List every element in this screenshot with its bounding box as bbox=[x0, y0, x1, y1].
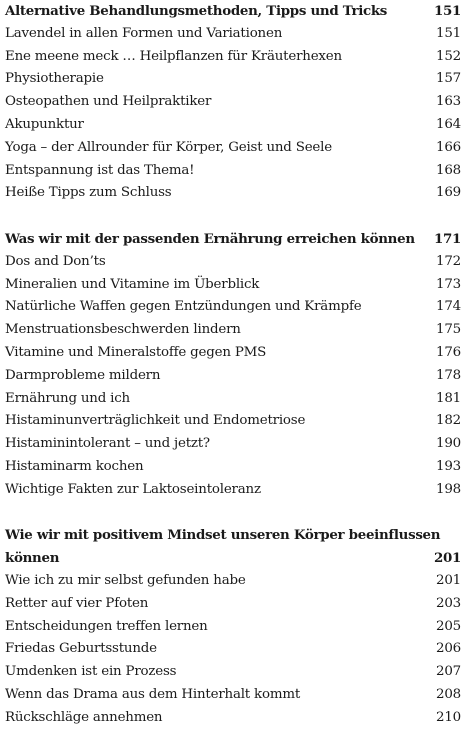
toc-entry[interactable] bbox=[5, 707, 461, 730]
toc-entry[interactable] bbox=[5, 433, 461, 456]
toc-entry-page: 168 bbox=[436, 162, 461, 178]
toc-entry-title: Friedas Geburtsstunde bbox=[5, 641, 157, 657]
toc-entry-page: 198 bbox=[436, 481, 461, 497]
toc-entry-page: 207 bbox=[436, 664, 461, 680]
toc-entry[interactable] bbox=[5, 410, 461, 433]
section-heading-title: Was wir mit der passenden Ernährung erreichen können bbox=[5, 230, 415, 247]
toc-entry-title: Menstruationsbeschwerden lindern bbox=[5, 322, 241, 338]
toc-entry-title: Yoga – der Allrounder für Körper, Geist und Seele bbox=[5, 139, 332, 155]
toc-entry-page: 176 bbox=[436, 344, 461, 360]
toc-entry-page: 210 bbox=[436, 709, 461, 725]
toc-entry[interactable] bbox=[5, 296, 461, 319]
toc-entry-title: Mineralien und Vitamine im Überblick bbox=[5, 276, 260, 292]
toc-entry[interactable] bbox=[5, 319, 461, 342]
toc-entry-page: 151 bbox=[436, 25, 461, 41]
section-heading[interactable] bbox=[5, 0, 461, 23]
toc-entry-title: Histaminunverträglichkeit und Endometriose bbox=[5, 413, 306, 429]
toc-entry-page: 205 bbox=[436, 618, 461, 634]
toc-entry-page: 164 bbox=[436, 116, 461, 132]
toc-entry-title: Wenn das Drama aus dem Hinterhalt kommt bbox=[5, 686, 300, 702]
toc-entry-title: Wie ich zu mir selbst gefunden habe bbox=[5, 572, 246, 588]
toc-entry-title: Histaminarm kochen bbox=[5, 458, 144, 474]
section-heading-page: 171 bbox=[433, 230, 461, 247]
toc-entry-title: Vitamine und Mineralstoffe gegen PMS bbox=[5, 344, 267, 360]
toc-entry[interactable] bbox=[5, 638, 461, 661]
toc-entry[interactable] bbox=[5, 616, 461, 639]
toc-entry-page: 201 bbox=[436, 572, 461, 588]
toc-entry[interactable] bbox=[5, 342, 461, 365]
toc-entry-title: Retter auf vier Pfoten bbox=[5, 595, 149, 611]
toc-entry[interactable] bbox=[5, 593, 461, 616]
section-heading-title: Alternative Behandlungsmethoden, Tipps und Tricks bbox=[5, 3, 388, 19]
toc-entry-title: Ernährung und ich bbox=[5, 390, 130, 406]
toc-entry[interactable] bbox=[5, 91, 461, 114]
toc-section-mindset bbox=[5, 524, 461, 729]
toc-entry-title: Natürliche Waffen gegen Entzündungen und Krämpfe bbox=[5, 299, 362, 315]
toc-entry-page: 193 bbox=[436, 458, 461, 474]
toc-entry-page: 173 bbox=[436, 276, 461, 292]
toc-entry[interactable] bbox=[5, 160, 461, 183]
toc-entry-page: 166 bbox=[436, 139, 461, 155]
toc-entry[interactable] bbox=[5, 114, 461, 137]
toc-entry-title: Dos and Don’ts bbox=[5, 253, 106, 269]
toc-entry[interactable] bbox=[5, 456, 461, 479]
toc-entry-title: Akupunktur bbox=[5, 116, 84, 132]
toc-entry-page: 208 bbox=[436, 686, 461, 702]
toc-entry-page: 206 bbox=[436, 641, 461, 657]
toc-entry-title: Lavendel in allen Formen und Variationen bbox=[5, 25, 283, 41]
toc-entry[interactable] bbox=[5, 23, 461, 46]
toc-entry-title: Ene meene meck … Heilpflanzen für Kräuterhexen bbox=[5, 48, 342, 64]
toc-entry[interactable] bbox=[5, 684, 461, 707]
toc-entry-title: Heiße Tipps zum Schluss bbox=[5, 185, 172, 201]
section-spacer bbox=[5, 502, 461, 525]
toc-entry[interactable] bbox=[5, 388, 461, 411]
section-heading-line1[interactable] bbox=[5, 524, 461, 547]
toc-entry[interactable] bbox=[5, 274, 461, 297]
toc-entry-page: 169 bbox=[436, 185, 461, 201]
toc-entry-page: 157 bbox=[436, 71, 461, 87]
toc-entry-title: Entspannung ist das Thema! bbox=[5, 162, 195, 178]
toc-entry-title: Physiotherapie bbox=[5, 71, 104, 87]
section-heading-line2[interactable] bbox=[5, 547, 461, 570]
toc-entry[interactable] bbox=[5, 661, 461, 684]
toc-entry[interactable] bbox=[5, 182, 461, 205]
toc-entry-page: 181 bbox=[436, 390, 461, 406]
toc-section-ernaehrung bbox=[5, 228, 461, 502]
toc-entry-page: 190 bbox=[436, 436, 461, 452]
toc-entry-page: 175 bbox=[436, 322, 461, 338]
section-heading[interactable] bbox=[5, 228, 461, 251]
toc-entry[interactable] bbox=[5, 137, 461, 160]
toc-entry-title: Histaminintolerant – und jetzt? bbox=[5, 436, 210, 452]
toc-entry-page: 182 bbox=[436, 413, 461, 429]
toc-entry[interactable] bbox=[5, 479, 461, 502]
toc-entry-page: 178 bbox=[436, 367, 461, 383]
toc-entry[interactable] bbox=[5, 570, 461, 593]
toc-entry-page: 152 bbox=[436, 48, 461, 64]
section-spacer bbox=[5, 205, 461, 228]
toc-entry-title: Osteopathen und Heilpraktiker bbox=[5, 94, 212, 110]
toc-entry[interactable] bbox=[5, 46, 461, 69]
section-heading-title-line2: können bbox=[5, 550, 60, 567]
toc-entry[interactable] bbox=[5, 68, 461, 91]
section-heading-page: 201 bbox=[433, 550, 461, 567]
toc-entry-title: Wichtige Fakten zur Laktoseintoleranz bbox=[5, 481, 261, 497]
table-of-contents bbox=[5, 0, 461, 730]
toc-entry-page: 172 bbox=[436, 253, 461, 269]
toc-entry-page: 163 bbox=[436, 94, 461, 110]
toc-entry-title: Rückschläge annehmen bbox=[5, 709, 163, 725]
toc-entry-page: 174 bbox=[436, 299, 461, 315]
toc-entry-title: Umdenken ist ein Prozess bbox=[5, 664, 177, 680]
toc-entry-title: Entscheidungen treffen lernen bbox=[5, 618, 208, 634]
toc-entry-page: 203 bbox=[436, 595, 461, 611]
toc-entry-title: Darmprobleme mildern bbox=[5, 367, 161, 383]
toc-entry[interactable] bbox=[5, 251, 461, 274]
toc-section-alternative bbox=[5, 0, 461, 205]
toc-entry[interactable] bbox=[5, 365, 461, 388]
section-heading-title-line1: Wie wir mit positivem Mindset unseren Körper beeinflussen bbox=[5, 527, 441, 544]
section-heading-page: 151 bbox=[433, 3, 461, 19]
